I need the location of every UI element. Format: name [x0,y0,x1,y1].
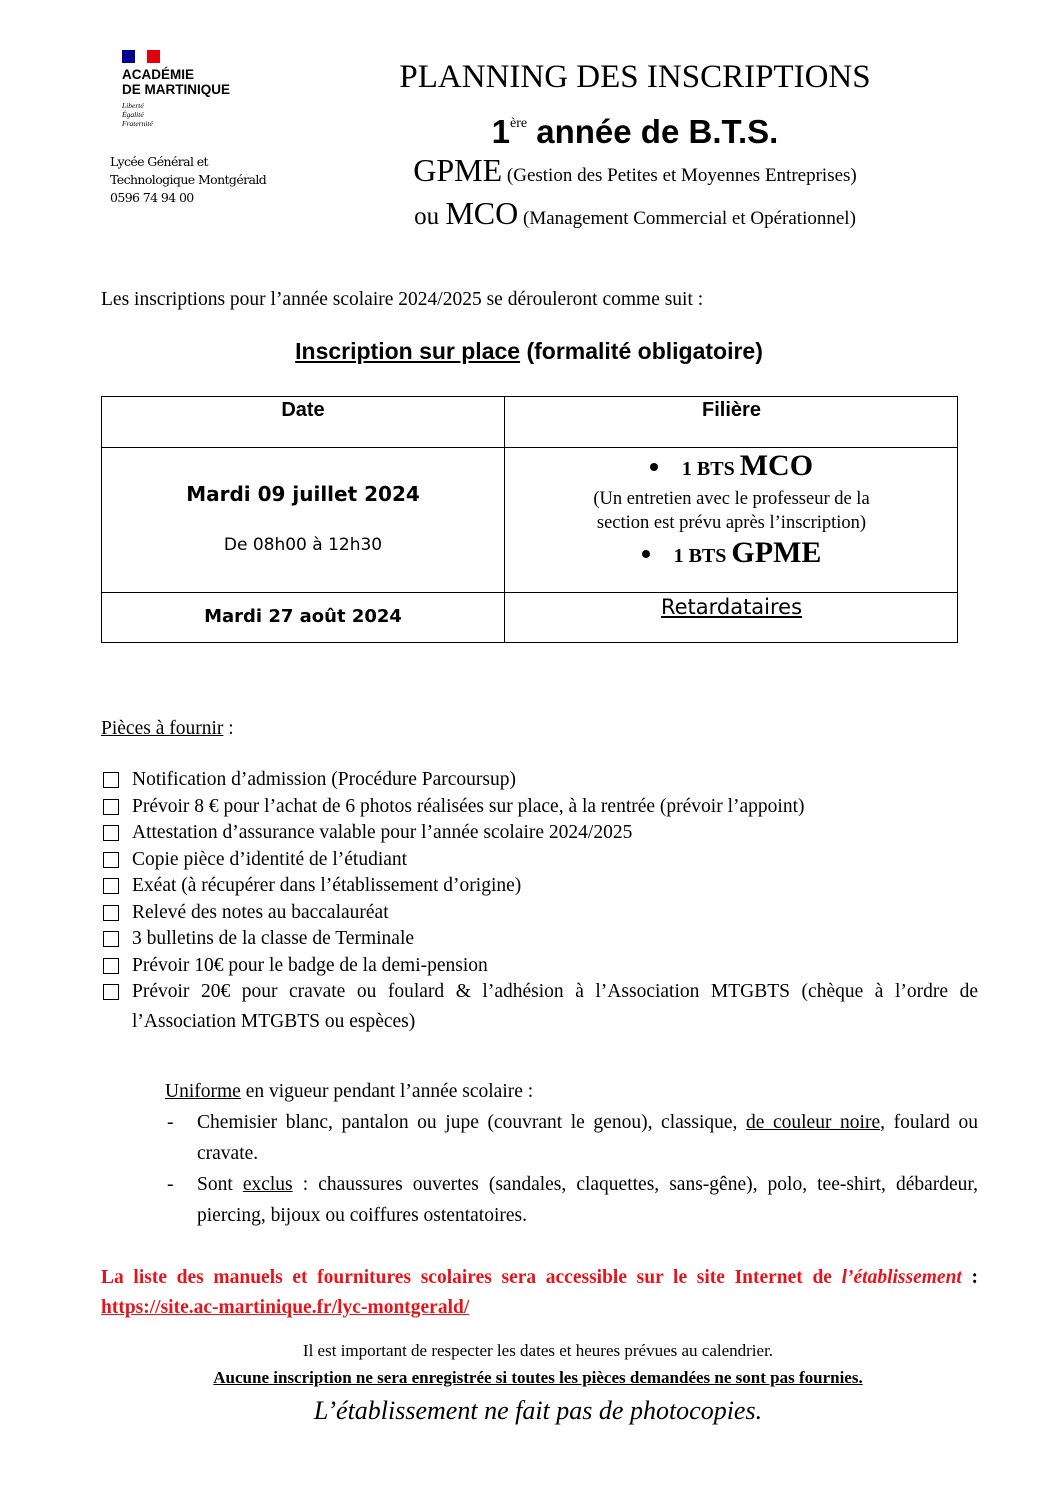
checkbox[interactable] [103,772,119,788]
school-phone: 0596 74 94 00 [110,190,194,205]
pieces-heading: Pièces à fournir : [101,718,234,739]
list-item: Attestation d’assurance valable pour l’année scolaire 2024/2025 [101,818,978,848]
program-mco: ou MCO (Management Commercial et Opérationnel) [414,195,856,231]
logo-motto: Liberté Égalité Fraternité [122,101,153,128]
checkbox[interactable] [103,931,119,947]
column-header-date: Date [281,399,325,421]
manuals-notice: La liste des manuels et fournitures scolaires sera accessible sur le site Internet de l’établissement : https://site.ac-martinique.fr/lyc-montgerald/ [101,1267,979,1318]
checkbox[interactable] [103,984,119,1000]
row1-mco: 1 BTS MCO [504,449,959,483]
list-item: Exéat (à récupérer dans l’établissement d’origine) [101,871,978,901]
checkbox[interactable] [103,852,119,868]
list-item: - Sont exclus : chaussures ouvertes (sandales, claquettes, sans-gêne), polo, tee-shirt, débardeur, piercing, bijoux ou coiffures ostentatoires. [167,1174,979,1226]
row1-date: Mardi 09 juillet 2024 [186,482,420,506]
logo-line-2: DE MARTINIQUE [122,82,230,97]
row2-date: Mardi 27 août 2024 [204,606,402,627]
page-title: PLANNING DES INSCRIPTIONS [399,59,871,95]
marianne-flag-icon [122,50,160,63]
list-item: Notification d’admission (Procédure Parcoursup) [101,765,978,795]
list-item: 3 bulletins de la classe de Terminale [101,924,978,954]
footer-note-dates: Il est important de respecter les dates et heures prévues au calendrier. [302,1341,774,1360]
checkbox[interactable] [103,878,119,894]
footer-note-warning: Aucune inscription ne sera enregistrée si toutes les pièces demandées ne sont pas fournies. [213,1368,863,1387]
list-item: Prévoir 10€ pour le badge de la demi-pension [101,951,978,981]
logo-line-1: ACADÉMIE [122,67,195,82]
school-info [110,153,310,207]
checkbox[interactable] [103,905,119,921]
checkbox[interactable] [103,825,119,841]
bullet-icon [642,550,650,558]
school-name-line-1: Lycée Général et [110,154,208,169]
program-gpme: GPME (Gestion des Petites et Moyennes Entreprises) [413,152,857,188]
year-title: 1ère année de B.T.S. [491,113,779,150]
row1-gpme: 1 BTS GPME [504,536,959,570]
academie-logo [122,50,282,128]
uniform-section [165,1077,978,1231]
row1-time: De 08h00 à 12h30 [223,535,383,555]
section-heading: Inscription sur place (formalité obligatoire) [295,338,763,364]
school-website-link[interactable]: https://site.ac-martinique.fr/lyc-montgerald/ [101,1297,470,1318]
intro-text: Les inscriptions pour l’année scolaire 2024/2025 se dérouleront comme suit : [101,289,704,310]
list-item: Copie pièce d’identité de l’étudiant [101,845,978,875]
list-item: Prévoir 20€ pour cravate ou foulard & l’adhésion à l’Association MTGBTS (chèque à l’ordre de l’Association MTGBTS ou espèces) [101,977,978,1037]
column-header-filiere: Filière [702,399,761,421]
pieces-list [101,765,978,1034]
checkbox[interactable] [103,958,119,974]
uniform-heading: Uniforme en vigueur pendant l’année scolaire : [165,1081,534,1102]
list-item: Relevé des notes au baccalauréat [101,898,978,928]
list-item: - Chemisier blanc, pantalon ou jupe (couvrant le genou), classique, de couleur noire, foulard ou cravate. [167,1112,978,1164]
row2-filiere: Retardataires [660,595,803,619]
bullet-icon [650,463,658,471]
schedule-table [101,396,958,643]
school-name-line-2: Technologique Montgérald [110,172,267,187]
uniform-list [165,1107,978,1231]
checkbox[interactable] [103,799,119,815]
row1-mco-note: (Un entretien avec le professeur de la section est prévu après l’inscription) [593,489,870,533]
list-item: Prévoir 8 € pour l’achat de 6 photos réalisées sur place, à la rentrée (prévoir l’appoint) [101,792,978,822]
footer-note-photocopies: L’établissement ne fait pas de photocopies. [313,1396,763,1425]
